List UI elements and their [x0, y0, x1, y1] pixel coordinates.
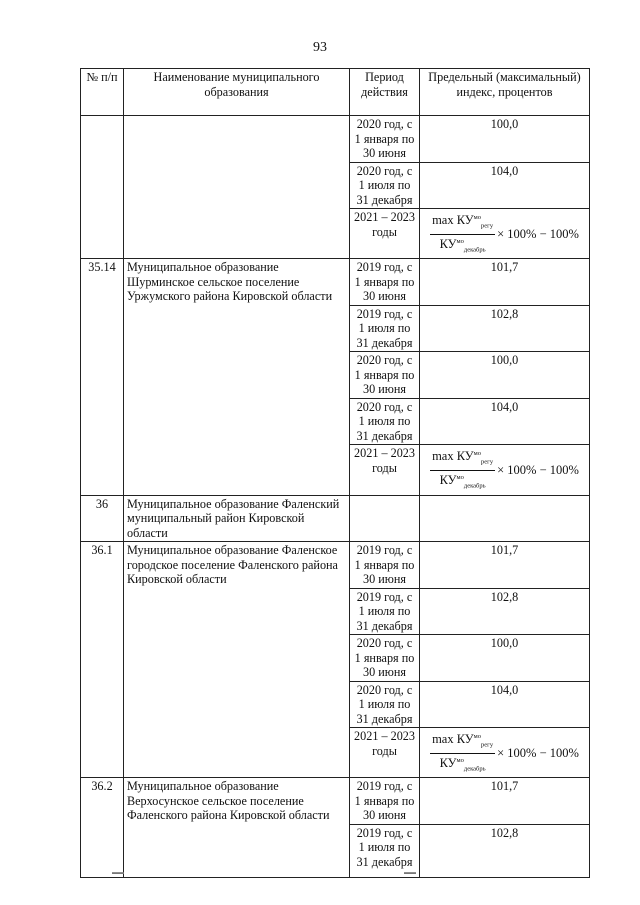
row-name: Муниципальное образование Шурминское сельское поселение Уржумского района Кировской области [124, 259, 350, 495]
header-name: Наименование муниципального образования [124, 69, 350, 116]
row-value: 104,0 [420, 162, 590, 209]
header-num: № п/п [81, 69, 124, 116]
row-period: 2020 год, с 1 июля по 31 декабря [350, 162, 420, 209]
formula-den: КУ [439, 236, 457, 251]
formula-fraction [430, 730, 495, 776]
page-number: 93 [313, 40, 327, 55]
formula-den: КУ [439, 755, 457, 770]
formula-num-sub: регу [481, 458, 494, 466]
table-row [81, 116, 590, 163]
table-row [81, 778, 590, 825]
formula-cell [420, 209, 590, 259]
table-row [81, 259, 590, 306]
formula-den-sup: мо [456, 473, 464, 481]
formula-max: max КУ [432, 732, 474, 747]
formula-denominator [438, 754, 488, 777]
row-period: 2019 год, с 1 июля по 31 декабря [350, 824, 420, 877]
formula-numerator [430, 730, 495, 754]
formula-numerator [430, 447, 495, 471]
header-index: Предельный (максимальный) индекс, процентов [420, 69, 590, 116]
row-name: Муниципальное образование Верхосунское сельское поселение Фаленского района Кировской области [124, 778, 350, 878]
row-period: 2020 год, с 1 июля по 31 декабря [350, 398, 420, 445]
row-num: 36.1 [81, 542, 124, 778]
header-period: Период действия [350, 69, 420, 116]
formula-num-sub: регу [481, 222, 494, 230]
formula-num-sub: регу [481, 741, 494, 749]
formula-cell [420, 445, 590, 495]
formula-numerator [430, 211, 495, 235]
table-row [81, 495, 590, 542]
row-period: 2019 год, с 1 января по 30 июня [350, 778, 420, 825]
row-period: 2021 – 2023 годы [350, 728, 420, 778]
formula-tail: × 100% − 100% [497, 226, 579, 241]
formula-fraction [430, 447, 495, 493]
formula-denominator [438, 471, 488, 494]
row-value: 101,7 [420, 259, 590, 306]
scan-mark: ▬▬ [404, 870, 416, 876]
table-header-row [81, 69, 590, 116]
row-period: 2019 год, с 1 июля по 31 декабря [350, 305, 420, 352]
row-num: 35.14 [81, 259, 124, 495]
row-period: 2020 год, с 1 января по 30 июня [350, 116, 420, 163]
formula-den-sup: мо [456, 756, 464, 764]
formula-den-sub: декабрь [463, 765, 486, 773]
formula-max: max КУ [432, 213, 474, 228]
row-name: Муниципальное образование Фаленское городское поселение Фаленского района Кировской области [124, 542, 350, 778]
formula-tail: × 100% − 100% [497, 463, 579, 478]
row-value: 102,8 [420, 824, 590, 877]
formula-den-sub: декабрь [463, 482, 486, 490]
row-value: 102,8 [420, 588, 590, 635]
row-period: 2020 год, с 1 января по 30 июня [350, 635, 420, 682]
row-value: 104,0 [420, 681, 590, 728]
row-period: 2020 год, с 1 июля по 31 декабря [350, 681, 420, 728]
row-period: 2019 год, с 1 января по 30 июня [350, 259, 420, 306]
row-period: 2020 год, с 1 января по 30 июня [350, 352, 420, 399]
formula-den-sup: мо [456, 237, 464, 245]
row-name: Муниципальное образование Фаленский муниципальный район Кировской области [124, 495, 350, 542]
row-period: 2019 год, с 1 января по 30 июня [350, 542, 420, 589]
formula-num-sup: мо [473, 733, 482, 741]
row-value: 102,8 [420, 305, 590, 352]
row-period [350, 495, 420, 542]
formula-den-sub: декабрь [463, 246, 486, 254]
row-value: 100,0 [420, 116, 590, 163]
row-value [420, 495, 590, 542]
row-value: 101,7 [420, 542, 590, 589]
formula-num-sup: мо [473, 450, 482, 458]
table-row [81, 542, 590, 589]
formula-tail: × 100% − 100% [497, 746, 579, 761]
row-period: 2021 – 2023 годы [350, 209, 420, 259]
formula-max: max КУ [432, 449, 474, 464]
row-value: 101,7 [420, 778, 590, 825]
row-value: 100,0 [420, 352, 590, 399]
formula-denominator [438, 235, 488, 258]
row-period: 2021 – 2023 годы [350, 445, 420, 495]
row-name [124, 116, 350, 259]
formula-fraction [430, 211, 495, 257]
row-num: 36.2 [81, 778, 124, 878]
scan-mark: ▬▬ [112, 870, 124, 876]
formula-den: КУ [439, 473, 457, 488]
row-value: 104,0 [420, 398, 590, 445]
tariff-index-table [80, 68, 590, 878]
formula-cell [420, 728, 590, 778]
row-num: 36 [81, 495, 124, 542]
row-value: 100,0 [420, 635, 590, 682]
formula-num-sup: мо [473, 214, 482, 221]
row-num [81, 116, 124, 259]
row-period: 2019 год, с 1 июля по 31 декабря [350, 588, 420, 635]
